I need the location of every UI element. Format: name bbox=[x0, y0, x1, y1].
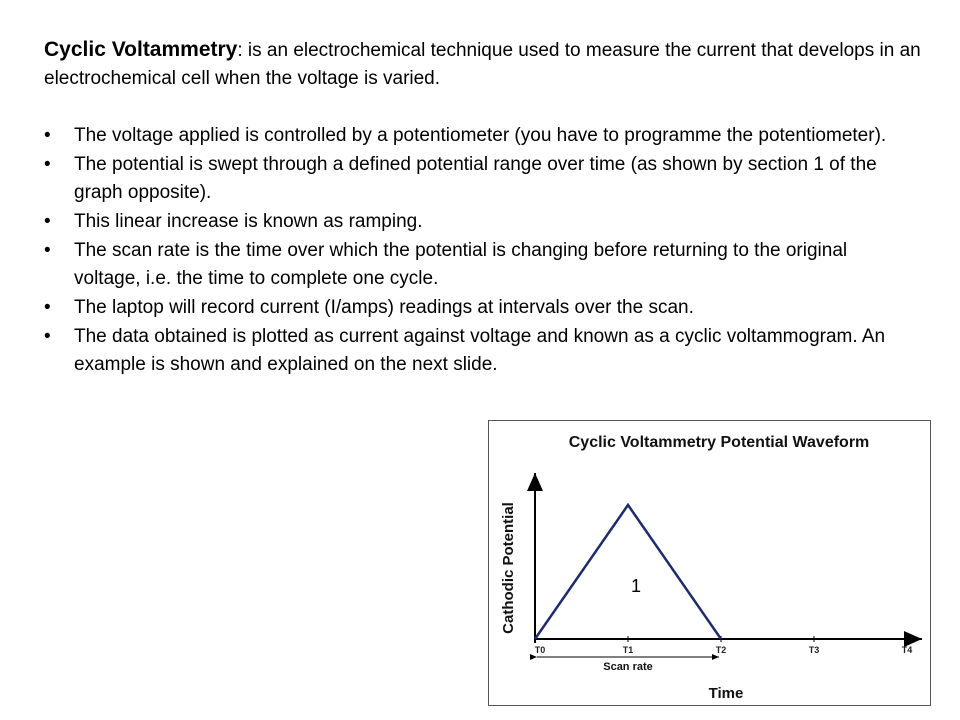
x-tick-label: T3 bbox=[808, 645, 820, 655]
waveform-figure bbox=[488, 420, 931, 706]
bullet-text: The laptop will record current (I/amps) readings at intervals over the scan. bbox=[74, 297, 694, 318]
bullet-item bbox=[44, 323, 904, 379]
bullet-text: The scan rate is the time over which the potential is changing before returning to the original voltage, i.e. the time to complete one cycle. bbox=[74, 240, 848, 289]
bullet-dot: • bbox=[44, 326, 51, 347]
bullet-item bbox=[44, 208, 904, 236]
bullet-text: The voltage applied is controlled by a potentiometer (you have to programme the potentiometer). bbox=[74, 125, 887, 146]
bullet-text: This linear increase is known as ramping. bbox=[74, 211, 423, 232]
x-tick-label: T2 bbox=[715, 645, 727, 655]
y-axis-label: Cathodic Potential bbox=[500, 502, 517, 634]
bullet-text: The potential is swept through a defined potential range over time (as shown by section 1 of the graph opposite). bbox=[74, 154, 877, 203]
bullet-item bbox=[44, 294, 904, 322]
bullet-dot: • bbox=[44, 154, 51, 175]
bullet-dot: • bbox=[44, 240, 51, 261]
x-tick-label: T1 bbox=[622, 645, 634, 655]
bullet-dot: • bbox=[44, 125, 51, 146]
bullet-item bbox=[44, 151, 904, 207]
scan-rate-label: Scan rate bbox=[603, 661, 653, 673]
bullet-list bbox=[44, 122, 904, 380]
intro-paragraph bbox=[44, 36, 924, 93]
waveform-chart bbox=[489, 421, 932, 707]
bullet-item bbox=[44, 122, 904, 150]
bullet-text: The data obtained is plotted as current against voltage and known as a cyclic voltammogram. An example is shown and explained on the next slide. bbox=[74, 326, 886, 375]
waveform-line bbox=[535, 505, 721, 639]
section-1-label: 1 bbox=[631, 576, 642, 596]
bullet-item bbox=[44, 237, 904, 293]
bullet-dot: • bbox=[44, 211, 51, 232]
bullet-dot: • bbox=[44, 297, 51, 318]
x-tick-label: T4 bbox=[901, 645, 913, 655]
intro-term: Cyclic Voltammetry bbox=[44, 38, 238, 61]
x-tick-label: T0 bbox=[534, 645, 546, 655]
chart-title: Cyclic Voltammetry Potential Waveform bbox=[568, 434, 870, 451]
x-axis-label: Time bbox=[708, 685, 744, 702]
intro-text: : is an electrochemical technique used to measure the current that develops in an electrochemical cell when the voltage is varied. bbox=[44, 40, 921, 89]
